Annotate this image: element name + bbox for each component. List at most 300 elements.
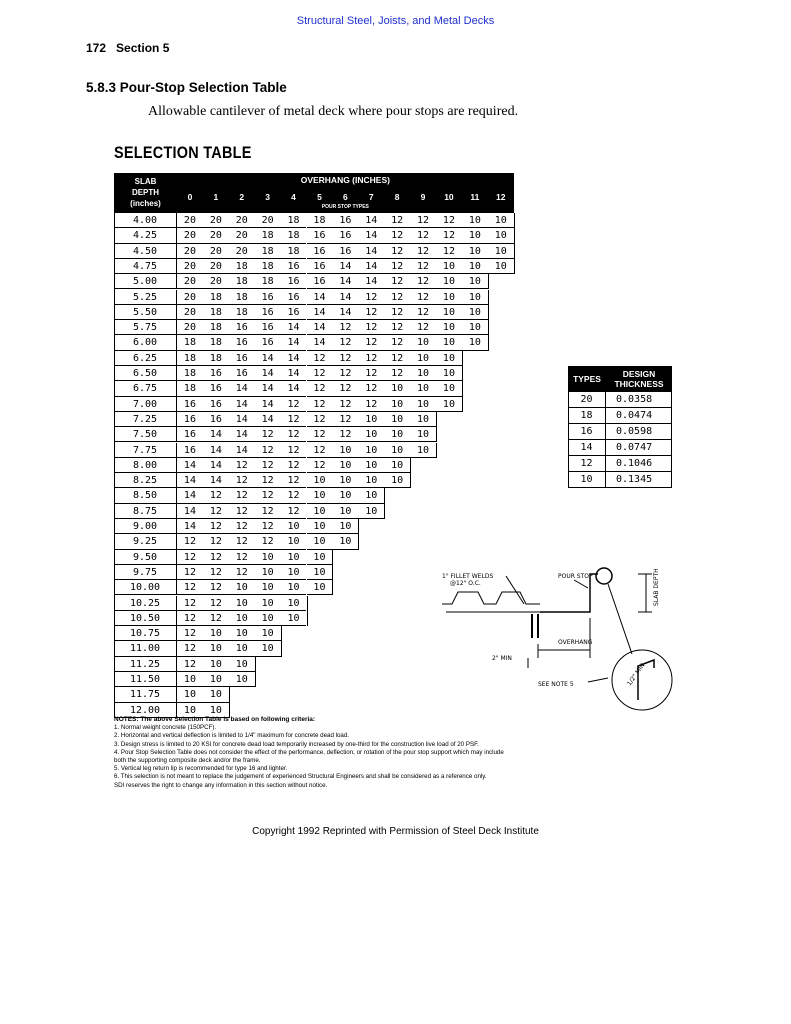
pour-stop-type-cell: 10 (332, 534, 358, 549)
pour-stop-type-cell: 10 (462, 305, 488, 320)
pour-stop-type-cell: 12 (332, 320, 358, 335)
pour-stop-type-cell: 12 (255, 488, 281, 503)
pour-stop-type-cell: 14 (332, 274, 358, 289)
pour-stop-type-cell: 10 (384, 427, 410, 442)
pour-stop-type-cell: 16 (203, 397, 229, 412)
pour-stop-type-cell: 10 (410, 427, 436, 442)
slab-depth-cell: 8.25 (114, 473, 177, 488)
pour-stop-type-cell: 14 (203, 473, 229, 488)
pour-stop-type-cell: 12 (229, 458, 255, 473)
pour-stop-type-cell: 14 (255, 412, 281, 427)
pour-stop-type-cell: 14 (177, 473, 203, 488)
pour-stop-type-cell: 12 (332, 397, 358, 412)
pour-stop-type-cell: 18 (281, 213, 307, 228)
pour-stop-type-cell: 18 (203, 320, 229, 335)
overhang-column-header: 4 (291, 192, 296, 202)
pour-stop-type-cell: 10 (177, 687, 203, 702)
pour-stop-type-cell: 10 (488, 228, 514, 243)
thickness-cell: 0.0598 (616, 426, 653, 437)
design-thickness-header: DESIGN THICKNESS (606, 366, 672, 392)
pour-stop-type-cell: 12 (281, 427, 307, 442)
pour-stop-type-cell: 16 (255, 290, 281, 305)
pour-stop-type-cell: 12 (384, 244, 410, 259)
pour-stop-type-cell: 18 (203, 335, 229, 350)
pour-stop-type-cell: 10 (358, 488, 384, 503)
slab-depth-cell: 4.00 (114, 213, 177, 228)
row-right-border (281, 641, 282, 656)
row-right-border (332, 550, 333, 565)
pour-stop-type-cell: 20 (177, 228, 203, 243)
pour-stop-type-cell: 14 (177, 504, 203, 519)
overhang-header: OVERHANG (INCHES) (300, 175, 390, 185)
pour-stop-type-cell: 10 (436, 305, 462, 320)
pour-stop-type-cell: 12 (229, 473, 255, 488)
pour-stop-type-cell: 18 (177, 366, 203, 381)
pour-stop-type-cell: 12 (384, 290, 410, 305)
pour-stop-type-cell: 12 (436, 244, 462, 259)
pour-stop-type-cell: 14 (332, 259, 358, 274)
thickness-cell: 0.0474 (616, 410, 653, 421)
pour-stop-type-cell: 14 (203, 458, 229, 473)
row-right-border (255, 657, 256, 672)
pour-stop-type-cell: 20 (177, 320, 203, 335)
row-right-border (436, 443, 437, 458)
pour-stop-diagram (440, 562, 680, 712)
pour-stop-type-cell: 16 (281, 305, 307, 320)
pour-stop-type-cell: 12 (255, 458, 281, 473)
pour-stop-type-cell: 14 (177, 519, 203, 534)
pour-stop-type-cell: 12 (203, 580, 229, 595)
note-item: 3. Design stress is limited to 20 KSI for concrete dead load temporarily increased by one-third for the construction live load of 20 PSF. (114, 740, 479, 748)
pour-stop-type-cell: 14 (281, 320, 307, 335)
row-right-border (462, 351, 463, 366)
pour-stop-type-cell: 12 (384, 305, 410, 320)
pour-stop-type-cell: 12 (229, 550, 255, 565)
pour-stop-type-cell: 10 (488, 259, 514, 274)
pour-stop-type-cell: 16 (229, 320, 255, 335)
thickness-cell: 0.0358 (616, 394, 653, 405)
slab-depth-cell: 8.50 (114, 488, 177, 503)
row-right-border (436, 427, 437, 442)
pour-stop-type-cell: 10 (436, 397, 462, 412)
pour-stop-type-cell: 14 (358, 228, 384, 243)
pour-stop-type-cell: 12 (307, 381, 333, 396)
pour-stop-label: POUR STOP (558, 573, 593, 580)
pour-stop-type-cell: 10 (436, 320, 462, 335)
slab-depth-cell: 9.25 (114, 534, 177, 549)
pour-stop-type-cell: 12 (358, 397, 384, 412)
slab-depth-cell: 6.00 (114, 335, 177, 350)
pour-stop-type-cell: 12 (255, 427, 281, 442)
note-item: 6. This selection is not meant to replace the judgement of experienced Structural Engineers and shall be considered as a reference only. (114, 773, 487, 781)
pour-stop-type-cell: 10 (410, 381, 436, 396)
pour-stop-type-cell: 16 (281, 274, 307, 289)
slab-depth-cell: 7.00 (114, 397, 177, 412)
pour-stop-type-cell: 10 (436, 351, 462, 366)
note-item: 4. Pour Stop Selection Table does not consider the effect of the performance, deflection, or rotation of the pour stop support which may include (114, 748, 504, 756)
slab-depth-header-line: DEPTH (131, 188, 160, 197)
row-right-border (255, 672, 256, 687)
row-right-border (514, 228, 515, 243)
pour-stop-type-cell: 10 (436, 335, 462, 350)
pour-stop-type-cell: 14 (255, 351, 281, 366)
pour-stop-type-cell: 18 (229, 259, 255, 274)
pour-stop-type-cell: 10 (281, 565, 307, 580)
overhang-column-header: 10 (444, 192, 454, 202)
pour-stop-type-cell: 12 (384, 213, 410, 228)
pour-stop-type-cell: 10 (384, 381, 410, 396)
pour-stop-type-cell: 18 (177, 381, 203, 396)
pour-stop-type-cell: 10 (281, 550, 307, 565)
pour-stop-type-cell: 12 (358, 290, 384, 305)
pour-stop-type-cell: 10 (462, 228, 488, 243)
row-right-border (488, 320, 489, 335)
pour-stop-type-cell: 10 (177, 672, 203, 687)
row-right-border (488, 274, 489, 289)
pour-stop-type-cell: 12 (384, 274, 410, 289)
pour-stop-type-cell: 10 (358, 443, 384, 458)
intro-text: Allowable cantilever of metal deck where pour stops are required. (148, 104, 519, 119)
slab-depth-cell: 4.75 (114, 259, 177, 274)
slab-depth-cell: 11.25 (114, 657, 177, 672)
pour-stop-type-cell: 10 (436, 381, 462, 396)
slab-depth-label: SLAB DEPTH (653, 568, 660, 606)
pour-stop-type-cell: 10 (255, 641, 281, 656)
slab-depth-cell: 10.75 (114, 626, 177, 641)
pour-stop-type-cell: 14 (307, 335, 333, 350)
pour-stop-type-cell: 12 (203, 519, 229, 534)
pour-stop-type-cell: 20 (255, 213, 281, 228)
pour-stop-type-cell: 10 (384, 443, 410, 458)
pour-stop-type-cell: 10 (307, 550, 333, 565)
pour-stop-type-cell: 12 (410, 274, 436, 289)
pour-stop-type-cell: 10 (410, 443, 436, 458)
pour-stop-type-cell: 16 (281, 290, 307, 305)
notes-list (114, 724, 684, 790)
pour-stop-type-cell: 12 (358, 305, 384, 320)
pour-stop-type-cell: 20 (177, 274, 203, 289)
pour-stop-type-cell: 12 (358, 381, 384, 396)
pour-stop-type-cell: 14 (255, 381, 281, 396)
pour-stop-type-cell: 10 (436, 290, 462, 305)
pour-stop-type-cell: 10 (307, 565, 333, 580)
note-item: both the supporting composite deck and/or the frame. (114, 757, 261, 765)
pour-stop-type-cell: 12 (177, 534, 203, 549)
pour-stop-type-cell: 10 (307, 504, 333, 519)
pour-stop-type-cell: 12 (358, 335, 384, 350)
pour-stop-type-cell: 10 (229, 672, 255, 687)
pour-stop-type-cell: 12 (229, 504, 255, 519)
thickness-cell: 0.1345 (616, 474, 653, 485)
slab-depth-cell: 9.00 (114, 519, 177, 534)
pour-stop-type-cell: 10 (462, 244, 488, 259)
pour-stop-type-cell: 12 (281, 443, 307, 458)
pour-stop-type-cell: 12 (177, 611, 203, 626)
pour-stop-type-cell: 12 (307, 458, 333, 473)
row-right-border (229, 687, 230, 702)
pour-stop-type-cell: 10 (255, 550, 281, 565)
copyright: Copyright 1992 Reprinted with Permission of Steel Deck Institute (252, 826, 539, 837)
row-right-border (358, 534, 359, 549)
pour-stop-type-cell: 12 (384, 351, 410, 366)
section-heading: 5.8.3 Pour-Stop Selection Table (86, 80, 287, 95)
pour-stop-type-cell: 14 (332, 290, 358, 305)
pour-stop-type-cell: 18 (281, 228, 307, 243)
pour-stop-type-cell: 14 (307, 290, 333, 305)
pour-stop-type-cell: 10 (255, 596, 281, 611)
pour-stop-type-cell: 12 (307, 397, 333, 412)
pour-stop-type-cell: 12 (410, 228, 436, 243)
pour-stop-type-cell: 18 (203, 305, 229, 320)
row-right-border (307, 611, 308, 626)
slab-depth-cell: 9.75 (114, 565, 177, 580)
row-right-border (410, 458, 411, 473)
row-right-border (410, 473, 411, 488)
overhang-column-header: 5 (317, 192, 322, 202)
pour-stop-type-cell: 14 (358, 274, 384, 289)
type-cell: 10 (568, 472, 606, 488)
slab-depth-cell: 5.00 (114, 274, 177, 289)
pour-stop-type-cell: 10 (384, 397, 410, 412)
pour-stop-type-cell: 18 (229, 274, 255, 289)
pour-stop-type-cell: 10 (229, 596, 255, 611)
pour-stop-type-cell: 10 (462, 274, 488, 289)
pour-stop-type-cell: 12 (177, 580, 203, 595)
row-right-border (488, 290, 489, 305)
pour-stop-type-cell: 10 (410, 397, 436, 412)
pour-stop-type-cell: 12 (255, 443, 281, 458)
pour-stop-type-cell: 18 (203, 351, 229, 366)
pour-stop-type-cell: 10 (332, 488, 358, 503)
pour-stop-type-cell: 14 (203, 443, 229, 458)
note-item: 5. Vertical leg return lip is recommended for type 16 and lighter. (114, 765, 288, 773)
pour-stop-type-cell: 10 (462, 335, 488, 350)
pour-stop-type-cell: 20 (203, 259, 229, 274)
type-cell: 12 (568, 456, 606, 472)
pour-stop-type-cell: 10 (203, 672, 229, 687)
pour-stop-type-cell: 12 (177, 550, 203, 565)
row-right-border (488, 305, 489, 320)
pour-stop-type-cell: 10 (436, 274, 462, 289)
pour-stop-type-cell: 12 (358, 351, 384, 366)
pour-stop-type-cell: 10 (307, 473, 333, 488)
note-item: SDI reserves the right to change any information in this section without notice. (114, 781, 328, 789)
pour-stop-type-cell: 18 (255, 259, 281, 274)
slab-depth-cell: 5.50 (114, 305, 177, 320)
overhang-column-header: 6 (342, 192, 348, 202)
pour-stop-type-cell: 12 (384, 259, 410, 274)
pour-stop-type-cell: 14 (203, 427, 229, 442)
pour-stop-type-cell: 12 (410, 305, 436, 320)
pour-stop-type-cell: 12 (255, 534, 281, 549)
pour-stop-type-cell: 12 (358, 366, 384, 381)
pour-stop-type-cell: 12 (203, 550, 229, 565)
pour-stop-type-cell: 12 (410, 213, 436, 228)
row-right-border (307, 596, 308, 611)
pour-stop-type-cell: 12 (332, 351, 358, 366)
pour-stop-type-cell: 20 (229, 228, 255, 243)
pour-stop-type-cell: 12 (410, 259, 436, 274)
pour-stop-type-cell: 12 (410, 320, 436, 335)
pour-stop-type-cell: 12 (229, 488, 255, 503)
slab-depth-cell: 6.25 (114, 351, 177, 366)
thickness-cell: 0.1046 (616, 458, 653, 469)
pour-stop-type-cell: 14 (281, 381, 307, 396)
pour-stop-type-cell: 16 (229, 335, 255, 350)
overhang-column-header: 1 (213, 192, 219, 202)
notes-heading: NOTES: The above Selection Table is based on following criteria: (114, 716, 316, 723)
pour-stop-type-cell: 10 (307, 534, 333, 549)
overhang-column-header: 3 (265, 192, 270, 202)
pour-stop-type-cell: 20 (177, 305, 203, 320)
pour-stop-type-cell: 14 (229, 397, 255, 412)
overhang-column-header: 0 (187, 192, 193, 202)
pour-stop-type-cell: 16 (307, 274, 333, 289)
fillet-spacing-label: @12" O.C. (450, 580, 481, 587)
pour-stop-type-cell: 12 (436, 228, 462, 243)
pour-stop-type-cell: 12 (384, 320, 410, 335)
slab-depth-cell: 7.75 (114, 443, 177, 458)
pour-stop-type-cell: 10 (436, 366, 462, 381)
thickness-cell: 0.0747 (616, 442, 653, 453)
pour-stop-type-cell: 14 (255, 366, 281, 381)
pour-stop-type-cell: 14 (307, 320, 333, 335)
see-note-label: SEE NOTE 5 (538, 681, 574, 688)
pour-stop-type-cell: 16 (229, 351, 255, 366)
slab-depth-cell: 12.00 (114, 703, 177, 718)
pour-stop-type-cell: 12 (203, 565, 229, 580)
pour-stop-type-cell: 14 (255, 397, 281, 412)
pour-stop-type-cell: 12 (307, 351, 333, 366)
overhang-column-header: 11 (470, 192, 480, 202)
pour-stop-type-cell: 10 (358, 504, 384, 519)
overhang-label: OVERHANG (558, 639, 593, 646)
pour-stop-type-cell: 14 (332, 305, 358, 320)
pour-stop-type-cell: 16 (177, 412, 203, 427)
table-left-border (114, 213, 115, 718)
pour-stop-type-cell: 10 (255, 611, 281, 626)
pour-stop-type-cell: 10 (384, 458, 410, 473)
pour-stop-type-cell: 12 (384, 335, 410, 350)
pour-stop-type-cell: 12 (203, 596, 229, 611)
pour-stop-type-cell: 14 (177, 488, 203, 503)
pour-stop-type-cell: 12 (410, 290, 436, 305)
pour-stop-type-cell: 12 (255, 504, 281, 519)
row-right-border (281, 626, 282, 641)
pour-stop-types-label: POUR STOP TYPES (321, 204, 369, 210)
pour-stop-type-cell: 10 (255, 626, 281, 641)
pour-stop-type-cell: 10 (255, 565, 281, 580)
section-label: Section 5 (116, 41, 170, 55)
half-min-label: 1/2" MIN (625, 662, 647, 688)
pour-stop-type-cell: 14 (229, 381, 255, 396)
pour-stop-type-cell: 20 (229, 213, 255, 228)
slab-depth-cell: 8.75 (114, 504, 177, 519)
note-item: 2. Horizontal and vertical deflection is limited to 1/4" maximum for concrete dead load. (114, 732, 350, 740)
pour-stop-type-cell: 10 (488, 213, 514, 228)
pour-stop-type-cell: 10 (307, 519, 333, 534)
slab-depth-header-line: SLAB (134, 177, 157, 186)
pour-stop-type-cell: 12 (410, 244, 436, 259)
pour-stop-type-cell: 18 (229, 290, 255, 305)
pour-stop-type-cell: 10 (384, 473, 410, 488)
pour-stop-type-cell: 10 (307, 580, 333, 595)
slab-depth-cell: 5.25 (114, 290, 177, 305)
row-right-border (514, 244, 515, 259)
pour-stop-type-cell: 10 (203, 703, 229, 718)
pour-stop-type-cell: 10 (281, 611, 307, 626)
pour-stop-type-cell: 20 (177, 259, 203, 274)
pour-stop-type-cell: 12 (203, 611, 229, 626)
pour-stop-type-cell: 10 (281, 580, 307, 595)
pour-stop-type-cell: 16 (281, 259, 307, 274)
pour-stop-type-cell: 14 (358, 213, 384, 228)
pour-stop-type-cell: 18 (203, 290, 229, 305)
pour-stop-type-cell: 12 (307, 443, 333, 458)
pour-stop-type-cell: 10 (462, 320, 488, 335)
min-bearing-label: 2" MIN (492, 655, 512, 662)
pour-stop-type-cell: 12 (332, 427, 358, 442)
pour-stop-type-cell: 18 (281, 244, 307, 259)
pour-stop-type-cell: 10 (436, 259, 462, 274)
pour-stop-type-cell: 12 (203, 488, 229, 503)
row-right-border (514, 213, 515, 228)
pour-stop-type-cell: 16 (203, 366, 229, 381)
pour-stop-type-cell: 12 (177, 641, 203, 656)
pour-stop-type-cell: 12 (255, 473, 281, 488)
pour-stop-type-cell: 18 (255, 274, 281, 289)
slab-depth-header-line: (inches) (130, 199, 161, 208)
pour-stop-type-cell: 14 (281, 351, 307, 366)
pour-stop-type-cell: 18 (255, 228, 281, 243)
pour-stop-type-cell: 12 (229, 534, 255, 549)
pour-stop-type-cell: 12 (203, 504, 229, 519)
pour-stop-type-cell: 12 (307, 412, 333, 427)
pour-stop-type-cell: 12 (281, 504, 307, 519)
pour-stop-type-cell: 16 (229, 366, 255, 381)
pour-stop-type-cell: 10 (410, 366, 436, 381)
pour-stop-type-cell: 16 (332, 244, 358, 259)
pour-stop-type-cell: 10 (410, 335, 436, 350)
slab-depth-cell: 5.75 (114, 320, 177, 335)
row-right-border (514, 259, 515, 274)
pour-stop-type-cell: 10 (307, 488, 333, 503)
pour-stop-type-cell: 12 (358, 320, 384, 335)
pour-stop-type-cell: 12 (332, 381, 358, 396)
slab-depth-cell: 7.25 (114, 412, 177, 427)
running-head: Structural Steel, Joists, and Metal Decks (296, 15, 495, 27)
pour-stop-type-cell: 10 (255, 580, 281, 595)
row-right-border (384, 504, 385, 519)
pour-stop-type-cell: 10 (410, 412, 436, 427)
slab-depth-header (114, 176, 177, 209)
pour-stop-type-cell: 16 (307, 244, 333, 259)
pour-stop-type-cell: 20 (203, 228, 229, 243)
overhang-column-header: 2 (239, 192, 245, 202)
pour-stop-type-cell: 10 (488, 244, 514, 259)
pour-stop-type-cell: 14 (229, 427, 255, 442)
pour-stop-type-cell: 16 (177, 397, 203, 412)
pour-stop-type-cell: 14 (229, 412, 255, 427)
pour-stop-type-cell: 10 (358, 412, 384, 427)
pour-stop-type-cell: 10 (229, 641, 255, 656)
types-header: TYPES (568, 366, 606, 392)
pour-stop-type-cell: 14 (281, 335, 307, 350)
pour-stop-type-cell: 18 (177, 351, 203, 366)
row-right-border (462, 366, 463, 381)
pour-stop-type-cell: 16 (307, 228, 333, 243)
pour-stop-type-cell: 12 (177, 657, 203, 672)
